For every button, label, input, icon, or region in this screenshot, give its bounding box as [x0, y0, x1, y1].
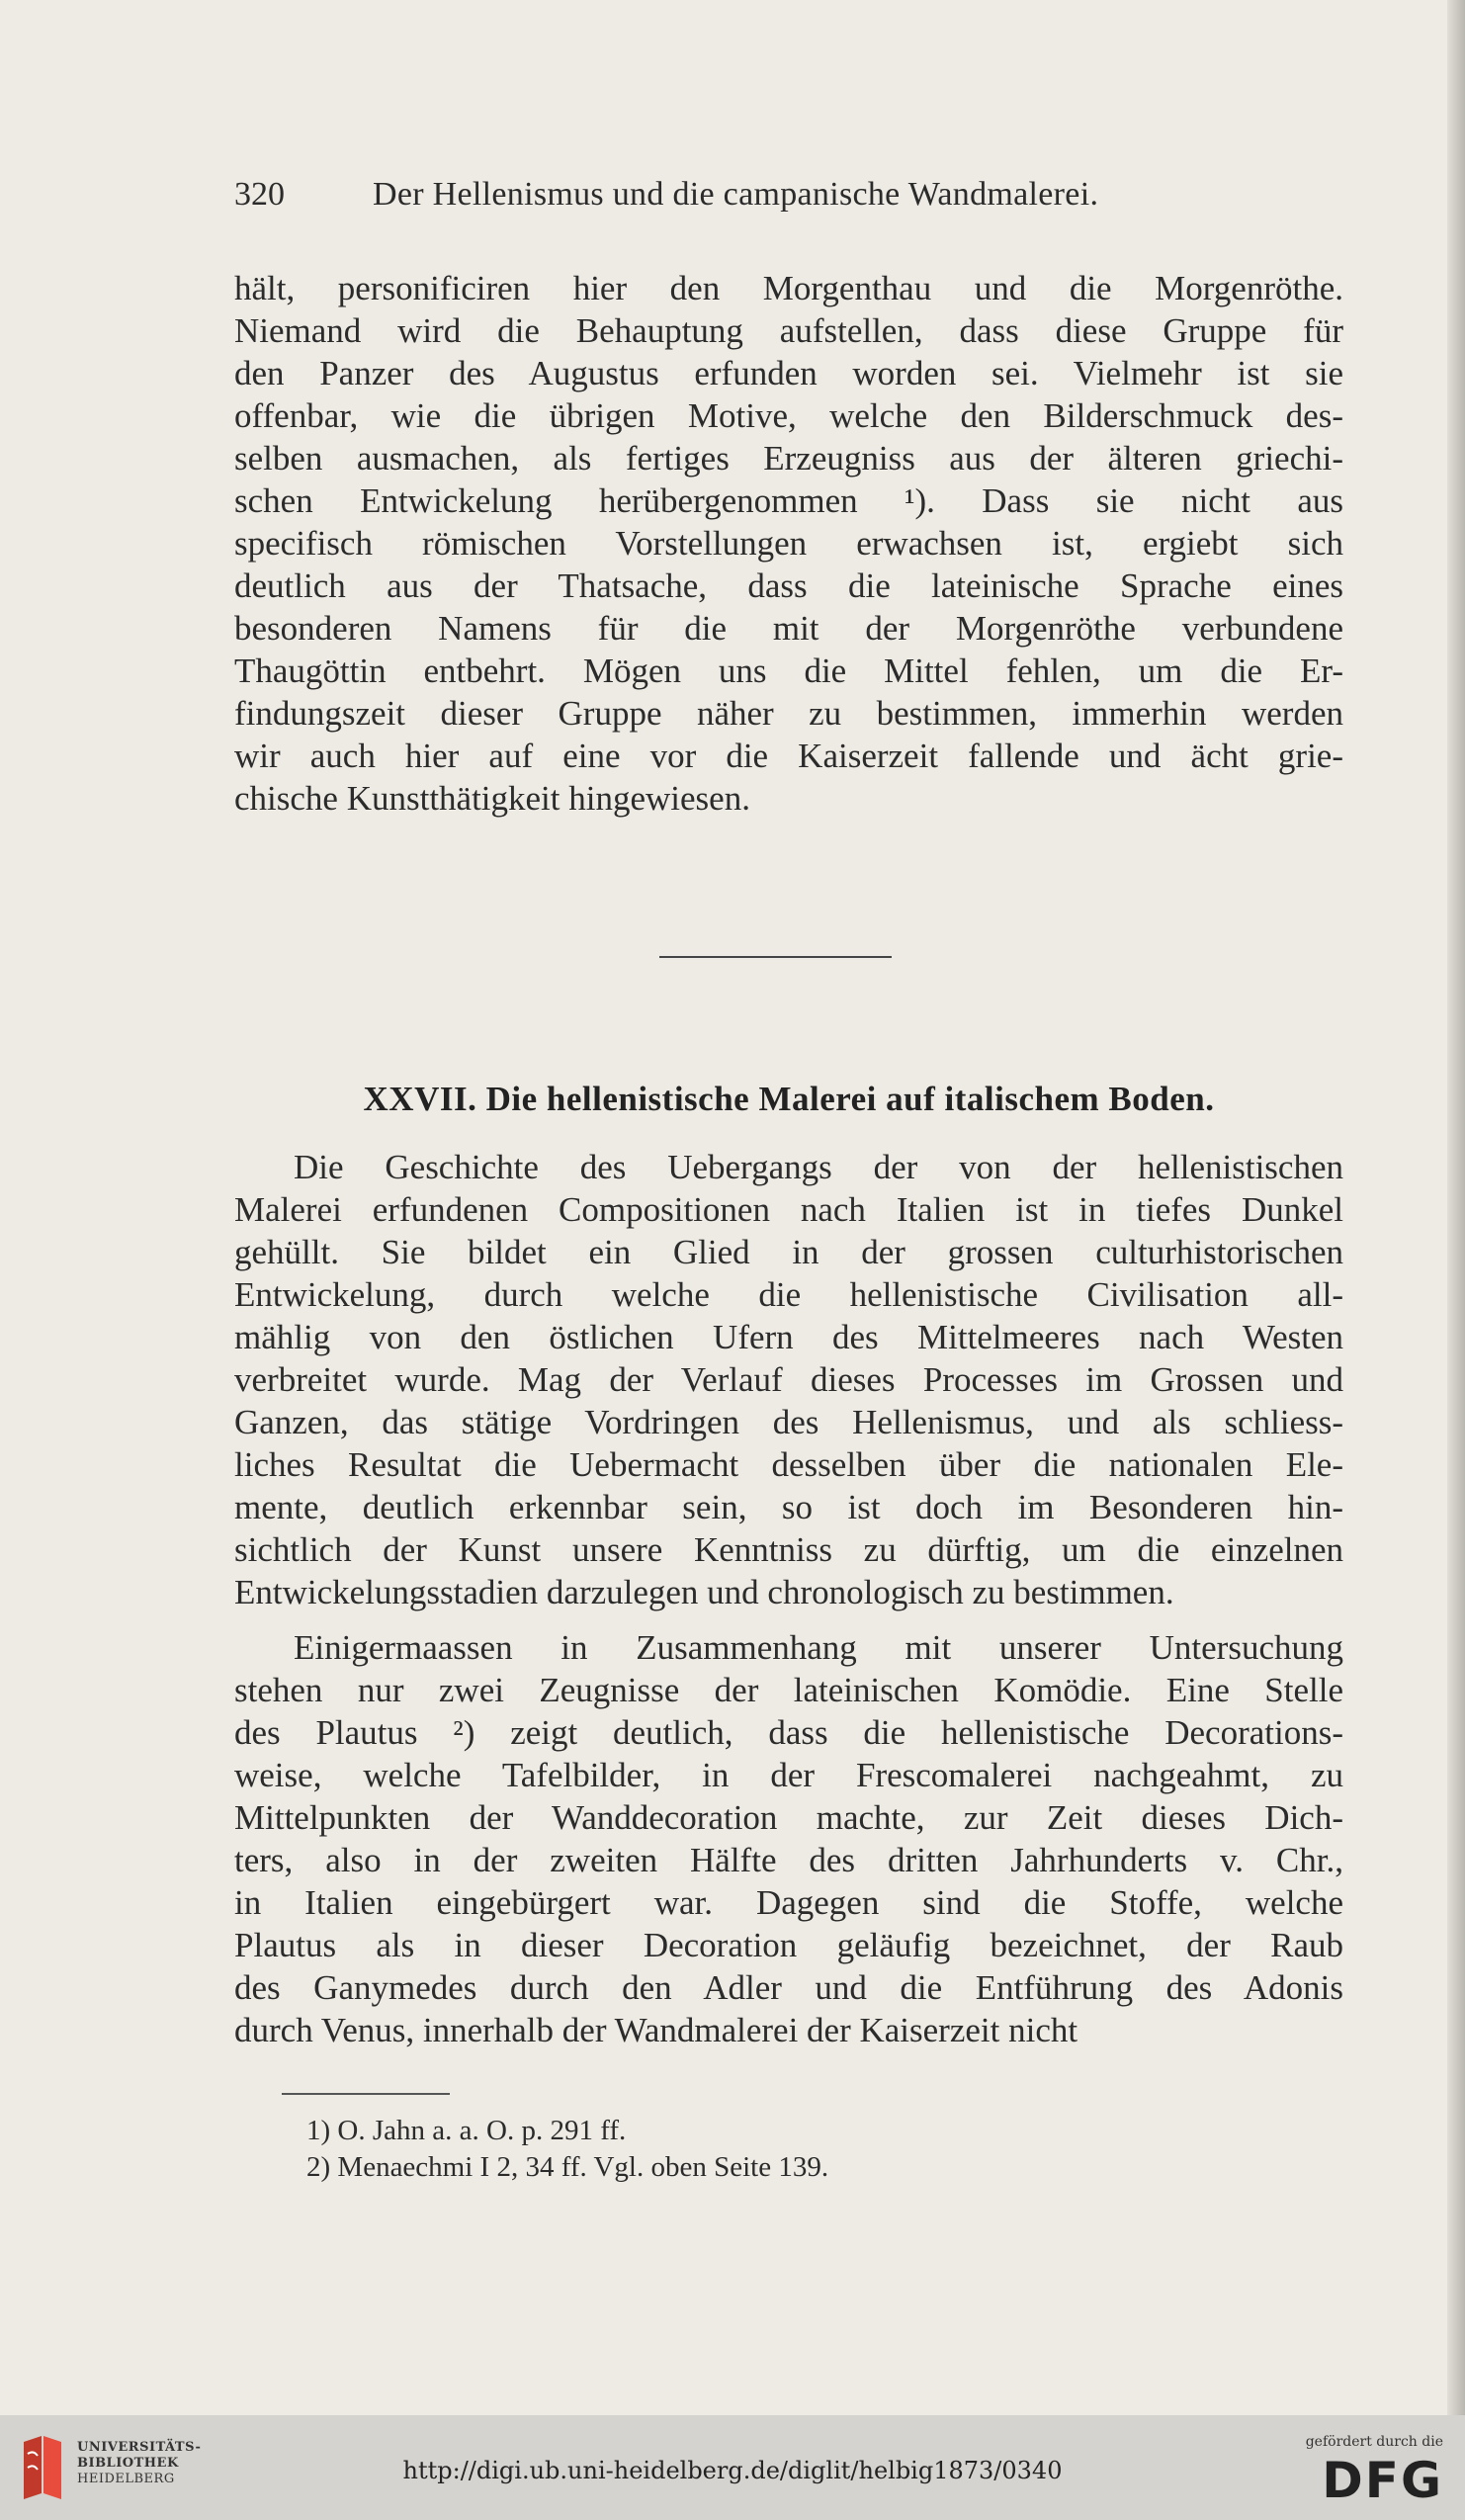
text-line: Entwickelung, durch welche die hellenistische Civilisation all- [234, 1275, 1343, 1314]
text-line: specifisch römischen Vorstellungen erwachsen ist, ergiebt sich [234, 524, 1343, 563]
text-line: mente, deutlich erkennbar sein, so ist doch im Besonderen hin- [234, 1488, 1343, 1526]
text-line: offenbar, wie die übrigen Motive, welche den Bilderschmuck des- [234, 396, 1343, 435]
paragraph-1 [234, 267, 1343, 820]
text-line: Einigermaassen in Zusammenhang mit unserer Untersuchung [294, 1628, 1343, 1667]
text-line: schen Entwickelung herübergenommen ¹). Dass sie nicht aus [234, 481, 1343, 520]
text-line: Ganzen, das stätige Vordringen des Hellenismus, und als schliess- [234, 1403, 1343, 1441]
text-line: deutlich aus der Thatsache, dass die lateinische Sprache eines [234, 566, 1343, 605]
text-line: des Ganymedes durch den Adler und die Entführung des Adonis [234, 1968, 1343, 2007]
library-line-3: HEIDELBERG [77, 2472, 175, 2486]
page-edge [1447, 0, 1465, 2415]
text-line: mählig von den östlichen Ufern des Mittelmeeres nach Westen [234, 1318, 1343, 1356]
paragraph-2 [234, 1146, 1343, 1613]
text-line: findungszeit dieser Gruppe näher zu bestimmen, immerhin werden [234, 694, 1343, 733]
text-line: weise, welche Tafelbilder, in der Frescomalerei nachgeahmt, zu [234, 1756, 1343, 1794]
text-line: Plautus als in dieser Decoration geläufig bezeichnet, der Raub [234, 1926, 1343, 1964]
text-line: gehüllt. Sie bildet ein Glied in der grossen culturhistorischen [234, 1233, 1343, 1271]
text-line: in Italien eingebürgert war. Dagegen sind die Stoffe, welche [234, 1883, 1343, 1922]
text-line: Thaugöttin entbehrt. Mögen uns die Mittel fehlen, um die Er- [234, 652, 1343, 690]
running-title: Der Hellenismus und die campanische Wandmalerei. [373, 176, 1099, 213]
text-line: den Panzer des Augustus erfunden worden sei. Vielmehr ist sie [234, 354, 1343, 392]
text-line: besonderen Namens für die mit der Morgenröthe verbundene [234, 609, 1343, 648]
footnote-rule [282, 2093, 450, 2095]
library-line-2: BIBLIOTHEK [77, 2456, 179, 2471]
text-line: hält, personificiren hier den Morgenthau und die Morgenröthe. [234, 269, 1343, 307]
text-line: durch Venus, innerhalb der Wandmalerei der Kaiserzeit nicht [234, 2011, 1078, 2049]
dfg-logo: DFG [1322, 2452, 1443, 2509]
text-line: Die Geschichte des Uebergangs der von der hellenistischen [294, 1148, 1343, 1186]
footnotes [306, 2113, 828, 2186]
text-line: sichtlich der Kunst unsere Kenntniss zu dürftig, um die einzelnen [234, 1530, 1343, 1569]
text-line: Malerei erfundenen Compositionen nach Italien ist in tiefes Dunkel [234, 1190, 1343, 1229]
footnote-2: 2) Menaechmi I 2, 34 ff. Vgl. oben Seite 139. [306, 2151, 829, 2183]
permalink-url[interactable]: http://digi.ub.uni-heidelberg.de/diglit/helbig1873/0340 [402, 2457, 1063, 2484]
text-line: Entwickelungsstadien darzulegen und chronologisch zu bestimmen. [234, 1573, 1174, 1611]
text-line: des Plautus ²) zeigt deutlich, dass die hellenistische Decorations- [234, 1713, 1343, 1752]
text-line: stehen nur zwei Zeugnisse der lateinischen Komödie. Eine Stelle [234, 1671, 1343, 1709]
text-line: selben ausmachen, als fertiges Erzeugniss aus der älteren griechi- [234, 439, 1343, 478]
page-number: 320 [234, 176, 285, 213]
text-line: chische Kunstthätigkeit hingewiesen. [234, 779, 750, 818]
section-divider [659, 956, 892, 958]
text-line: wir auch hier auf eine vor die Kaiserzeit fallende und ächt grie- [234, 737, 1343, 775]
library-line-1: UNIVERSITÄTS- [77, 2440, 202, 2455]
section-heading: XXVII. Die hellenistische Malerei auf italischem Boden. [363, 1080, 1215, 1118]
text-line: verbreitet wurde. Mag der Verlauf dieses Processes im Grossen und [234, 1360, 1343, 1399]
paragraph-3 [234, 1626, 1343, 2051]
text-line: Niemand wird die Behauptung aufstellen, dass diese Gruppe für [234, 311, 1343, 350]
text-line: Mittelpunkten der Wanddecoration machte, zur Zeit dieses Dich- [234, 1798, 1343, 1837]
funding-note: gefördert durch die [1305, 2434, 1443, 2450]
footnote-1: 1) O. Jahn a. a. O. p. 291 ff. [306, 2115, 627, 2146]
text-line: liches Resultat die Uebermacht desselben über die nationalen Ele- [234, 1445, 1343, 1484]
text-line: ters, also in der zweiten Hälfte des dritten Jahrhunderts v. Chr., [234, 1841, 1343, 1879]
